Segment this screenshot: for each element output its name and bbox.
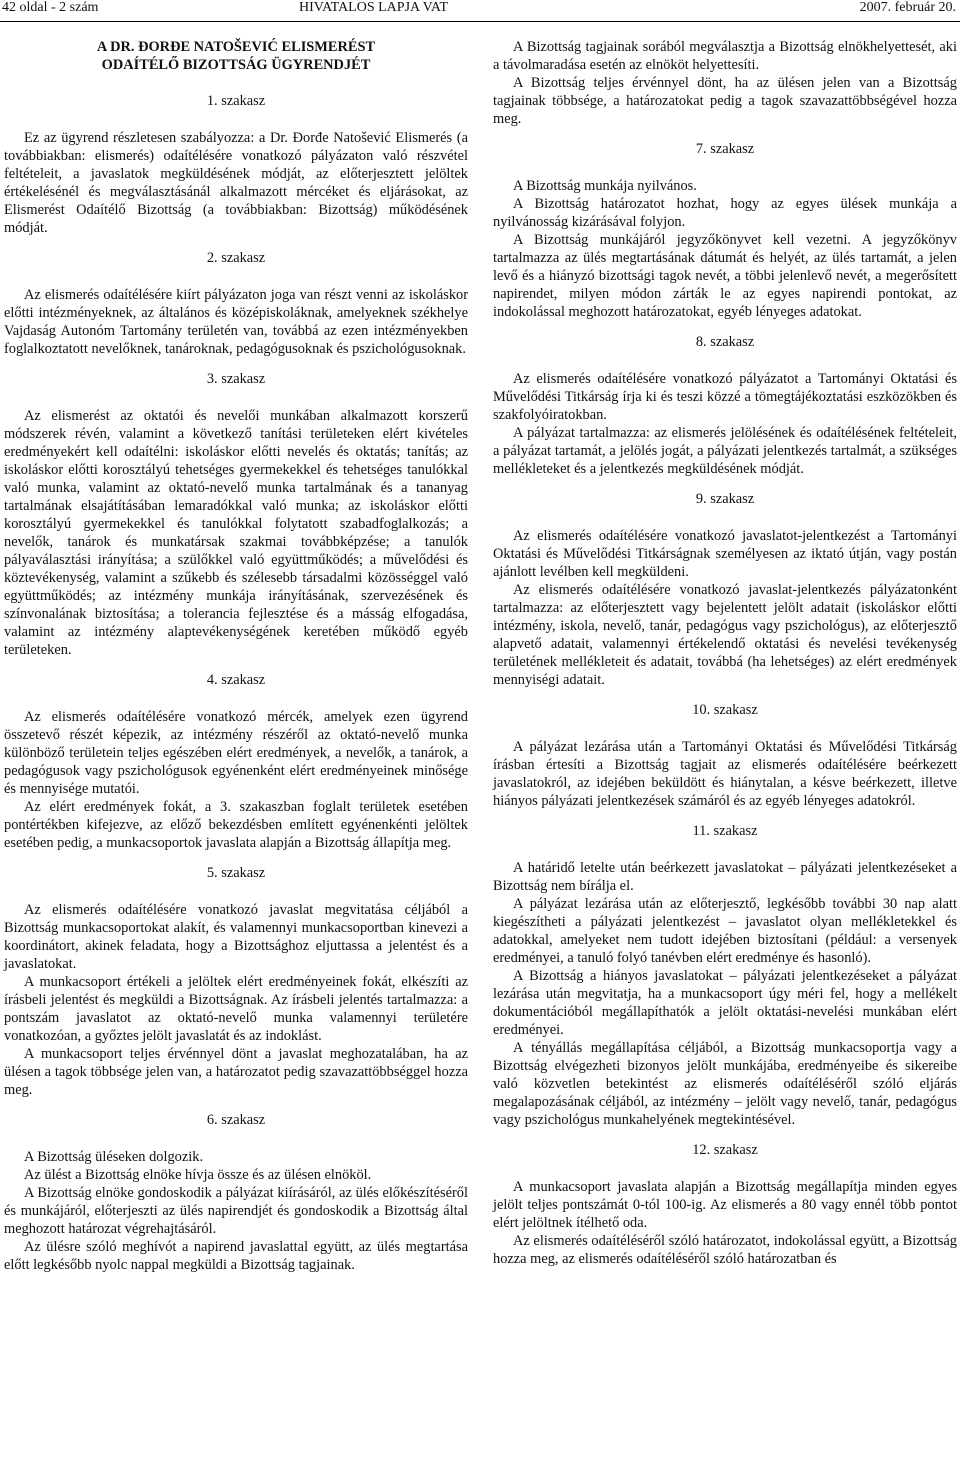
paragraph: Az elért eredmények fokát, a 3. szakaszban foglalt területek esetében pontértékben kifejezve, az előző bekezdésben említett egyénenkénti jelöltek esetében pedig, a munkacsoportok javaslata alapján a Bizottság állapítja meg. [4, 799, 468, 851]
paragraph: Az elismerés odaítéléséről szóló határozatot, indokolással együtt, a Bizottság hozza meg, az elismerés odaítéléséről szóló határozatban és [493, 1233, 957, 1267]
paragraph: A Bizottság elnöke gondoskodik a pályázat kiírásáról, az ülés előkészítéséről és munkájáról, előterjeszti az ülés napirendjét és gondoskodik a Bizottság által meghozott határozat végrehajtásáról. [4, 1185, 468, 1237]
paragraph: A tényállás megállapítása céljából, a Bizottság munkacsoportja vagy a Bizottság elvégezheti bizonyos jelölt munkájába, eredményeibe és sikereibe való közvetlen betekintést az elismerés odaítéléséről szóló eljárás megalapozásának céljából, az intézmény – jelölt vagy nevelő, tanár, pedagógus vagy pszichológus munkahelyének megtekintésével. [493, 1040, 957, 1128]
left-column [4, 38, 468, 1274]
publication-name: HIVATALOS LAPJA VAT [299, 0, 449, 15]
paragraph: A Bizottság a hiányos javaslatokat – pályázati jelentkezéseket a pályázat lezárása után megvitatja, ha a munkacsoport úgy méri fel, hogy a mellékelt dokumentációból megállapíthatók a jelölt oktatási-nevelési munkában elért eredményei. [493, 968, 957, 1038]
page-number: 42 oldal - 2 szám [2, 0, 99, 15]
section-heading: 9. szakasz [695, 491, 755, 507]
paragraph: A pályázat lezárása után az előterjesztő, legkésőbb további 30 nap alatt kiegészítheti a pályázati jelentkezést – javaslatot olyan mellékletekkel és adatokkal, amelyeket nem tudott idejében biztosítani (például: a versenyek eredményei, a tanuló folyó tanévben elért eredménye és hasonló). [493, 896, 957, 966]
paragraph: Az elismerés odaítélésére vonatkozó pályázatot a Tartományi Oktatási és Művelődési Titkárság írja ki és teszi közzé a tömegtájékoztatási eszközökben és szakfolyóiratokban. [493, 371, 957, 423]
paragraph: A Bizottság üléseken dolgozik. [24, 1149, 204, 1165]
page-header [2, 0, 956, 20]
paragraph: A Bizottság teljes érvénnyel dönt, ha az ülésen jelen van a Bizottság tagjainak többsége, a határozatokat pedig a tagok szavazattöbbségével hozza meg. [493, 75, 957, 127]
paragraph: Ez az ügyrend részletesen szabályozza: a Dr. Đorđe Natošević Elismerés (a továbbiakban: elismerés) odaítélésére vonatkozó pályázaton való részvétel feltételeit, a javaslatok megküldésének módját, az előterjesztett jelöltek értékelésénél és megválasztásánál alkalmazott mércéket és eljárásokat, az Elismerést Odaítélő Bizottság (a továbbiakban: Bizottság) működésének módját. [4, 130, 468, 236]
section-heading: 4. szakasz [206, 672, 266, 688]
paragraph: Az elismerés odaítélésére vonatkozó javaslat-jelentkezés pályázatonként tartalmazza: az előterjesztett vagy bejelentett jelölt adatait (iskoláskor előtti intézmény, iskola, nevelő, tanár, pedagógus vagy pszichológus), az előterjesztő alapvető adatait, valamennyi értékelendő oktatási és nevelési tevékenység területének mellékleteit és adatait, továbbá (ha lehetséges) az elért eredmények mennyiségi adatait. [493, 582, 957, 688]
paragraph: Az ülést a Bizottság elnöke hívja össze és az ülésen elnököl. [24, 1167, 372, 1183]
paragraph: Az elismerést az oktatói és nevelői munkában alkalmazott korszerű módszerek révén, valamint a következő tanítási területeken elért kivételes eredményekért kell odaítélni: iskoláskor előtti nevelés és oktatás; tanítás; az iskoláskor előtti korosztályú tehetséges gyermekekkel és tehetséges tanulókkal való munka, valamint az oktató-nevelő munka tartalmának és a tananyag tartalmának elsajátításában lemaradókkal való munka; az iskoláskor előtti korosztályú gyermekekkel és tanulókkal folytatott szabadfoglalkozás; a nevelők, tanárok és munkatársak szakmai továbbképzése; a tanulók pályaválasztási irányítása; a szülőkkel való együttműködés; a művelődési és köztevékenység, valamint a szűkebb és szélesebb társadalmi közösséggel való együttműködés; az intézmény munkája irányításának, szervezésének és színvonalának biztosítása; a tolerancia fejlesztése és a másság elfogadása, valamint az intézmény alaptevékenységének keretében működő egyéb területeken. [4, 408, 468, 658]
document-title-line-1: A DR. ĐORĐE NATOŠEVIĆ ELISMERÉST [96, 39, 376, 55]
paragraph: Az ülésre szóló meghívót a napirend javaslattal együtt, az ülés megtartása előtt legkésőbb nyolc nappal megküldi a Bizottság tagjainak. [4, 1239, 468, 1273]
paragraph: A munkacsoport javaslata alapján a Bizottság megállapítja minden egyes jelölt teljes pontszámát 0-tól 100-ig. Az elismerés a 80 vagy ennél több pontot elért jelöltnek ítélhető oda. [493, 1179, 957, 1231]
section-heading: 1. szakasz [206, 93, 266, 109]
paragraph: Az elismerés odaítélésére vonatkozó javaslatot-jelentkezést a Tartományi Oktatási és Művelődési Titkárságnak személyesen az iktató útján, vagy postán ajánlott levélben kell megküldeni. [493, 528, 957, 580]
paragraph: A Bizottság munkájáról jegyzőkönyvet kell vezetni. A jegyzőkönyv tartalmazza az ülés megtartásának dátumát és helyét, az ülés tartamát, a jelen levő és a hiányzó bizottsági tagok nevét, a többi jelenlevő nevét, a megerősített napirendet, milyen módon zárták le az egyes napirendi pontokat, az indokolással meghozott határozatokat, egyéb lényeges adatokat. [493, 232, 957, 320]
paragraph: Az elismerés odaítélésére kiírt pályázaton joga van részt venni az iskoláskor előtti intézményeknek, az általános és középiskoláknak, amelyeknek székhelye Vajdaság Autonóm Tartomány területén van, továbbá az ezen intézményekben foglalkoztatott nevelőknek, tanároknak, pedagógusoknak és pszichológusoknak. [4, 287, 468, 357]
paragraph: A pályázat tartalmazza: az elismerés jelölésének és odaítélésének feltételeit, a pályázat tartamát, a jelölés jogát, a pályázati jelentkezés tartalmát, a szükséges mellékleteket és a jelentkezés megküldésének módját. [493, 425, 957, 477]
right-column [493, 38, 957, 1268]
section-heading: 5. szakasz [206, 865, 266, 881]
paragraph: A Bizottság határozatot hozhat, hogy az egyes ülések munkája a nyilvánosság kizárásával folyjon. [493, 196, 957, 230]
document-title-line-2: ODAÍTÉLŐ BIZOTTSÁG ÜGYRENDJÉT [101, 57, 371, 73]
header-rule [0, 21, 960, 22]
paragraph: A Bizottság munkája nyilvános. [513, 178, 697, 194]
paragraph: A Bizottság tagjainak sorából megválasztja a Bizottság elnökhelyettesét, aki a távolmaradása esetén az elnököt helyettesíti. [493, 39, 957, 73]
paragraph: A munkacsoport értékeli a jelöltek elért eredményeinek fokát, elkészíti az írásbeli jelentést és megküldi a Bizottságnak. Az írásbeli jelentés tartalmazza: a pontszám javaslatot az oktató-nevelő munka valamennyi területére vonatkozóan, a győztes jelölt javaslatát és az indoklást. [4, 974, 468, 1044]
issue-date: 2007. február 20. [859, 0, 956, 15]
section-heading: 8. szakasz [695, 334, 755, 350]
section-heading: 3. szakasz [206, 371, 266, 387]
section-heading: 6. szakasz [206, 1112, 266, 1128]
section-heading: 11. szakasz [692, 823, 758, 839]
paragraph: Az elismerés odaítélésére vonatkozó mércék, amelyek ezen ügyrend összetevő részét képezik, az intézmény részéről az oktató-nevelő munka különböző területein teljes egészében elért eredmények, a nevelők, a tanárok, a pedagógusok vagy pszichológusok egyénenként elért eredményeinek minősége és mennyisége mutatói. [4, 709, 468, 797]
paragraph: A pályázat lezárása után a Tartományi Oktatási és Művelődési Titkárság írásban értesíti a Bizottság tagjait az elismerés odaítélésére beérkezett javaslatokról, az idejében beküldött és hiánytalan, a késve beérkezett, illetve hiányos pályázati jelentkezések számáról és az egyéb lényeges adatokról. [493, 739, 957, 809]
paragraph: A munkacsoport teljes érvénnyel dönt a javaslat meghozatalában, ha az ülésen a tagok többsége jelen van, a határozatot pedig szavazattöbbséggel hozza meg. [4, 1046, 468, 1098]
section-heading: 7. szakasz [695, 141, 755, 157]
paragraph: Az elismerés odaítélésére vonatkozó javaslat megvitatása céljából a Bizottság munkacsoportokat alakít, és valamennyi munkacsoportban kinevezi a koordinátort, akinek feladata, hogy a Bizottsághoz eljuttassa a jelentést és a javaslatokat. [4, 902, 468, 972]
section-heading: 2. szakasz [206, 250, 266, 266]
paragraph: A határidő letelte után beérkezett javaslatokat – pályázati jelentkezéseket a Bizottság nem bírálja el. [493, 860, 957, 894]
section-heading: 12. szakasz [692, 1142, 758, 1158]
section-heading: 10. szakasz [692, 702, 758, 718]
